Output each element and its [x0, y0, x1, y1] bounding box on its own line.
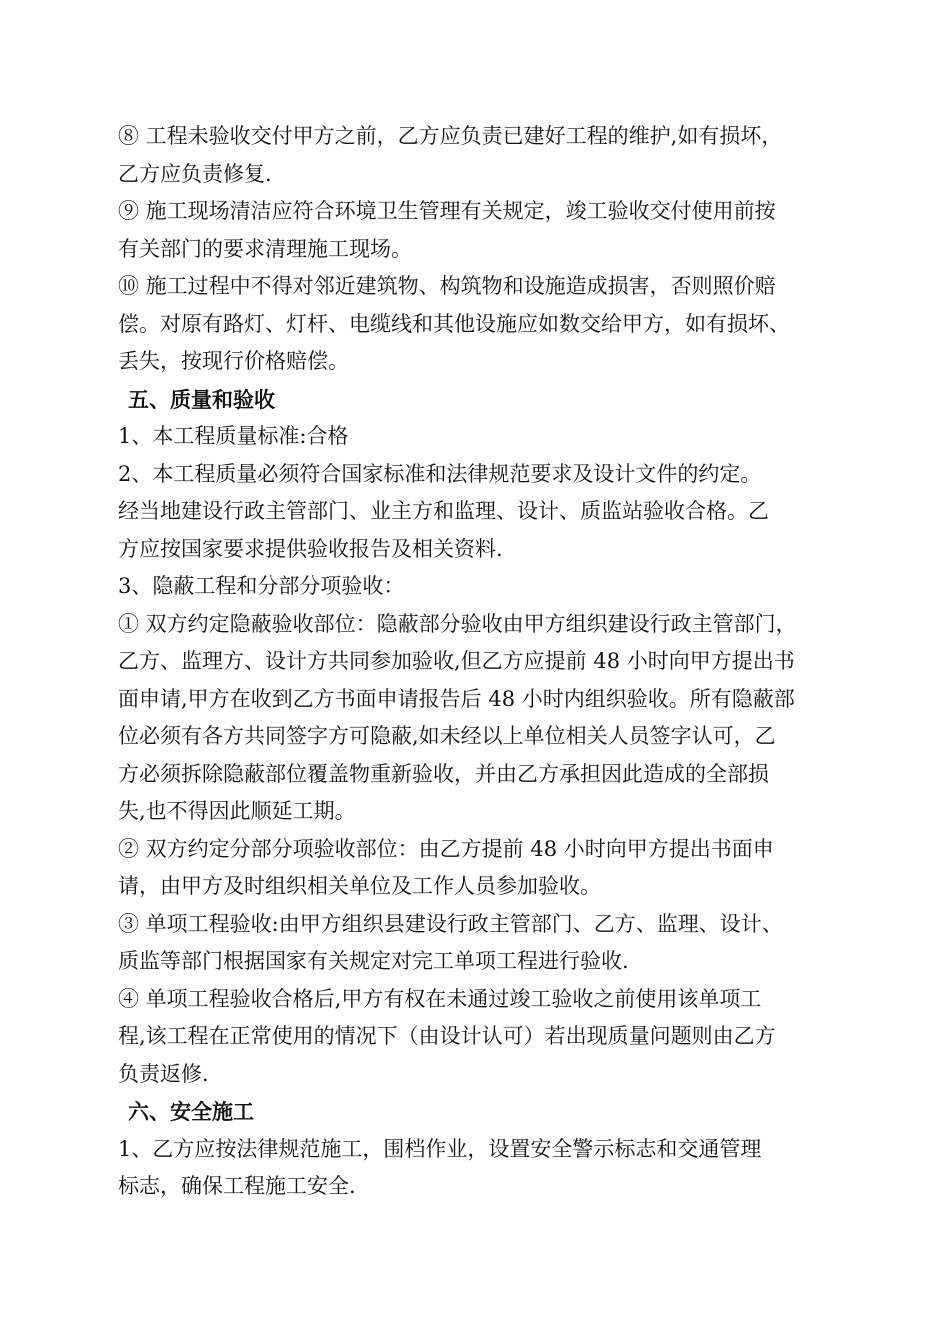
text-line: 质监等部门根据国家有关规定对完工单项工程进行验收. — [118, 949, 629, 973]
text-line: 面申请,甲方在收到乙方书面申请报告后 48 小时内组织验收。所有隐蔽部 — [118, 686, 795, 711]
text-line: 位必须有各方共同签字方可隐蔽,如未经以上单位相关人员签字认可，乙 — [118, 724, 776, 748]
text-line: 乙方应负责修复. — [118, 161, 272, 186]
text-line: 乙方、监理方、设计方共同参加验收,但乙方应提前 48 小时向甲方提出书 — [118, 649, 795, 673]
text-line: 负责返修. — [118, 1061, 209, 1086]
document-page — [118, 118, 838, 1206]
text-line: 1、乙方应按法律规范施工，围档作业，设置安全警示标志和交通管理 — [118, 1136, 762, 1161]
text-line: ④ 单项工程验收合格后,甲方有权在未通过竣工验收之前使用该单项工 — [118, 986, 762, 1011]
text-line: 3、隐蔽工程和分部分项验收： — [118, 574, 405, 598]
text-line: 2、本工程质量必须符合国家标准和法律规范要求及设计文件的约定。 — [118, 461, 762, 486]
text-line: ③ 单项工程验收:由甲方组织县建设行政主管部门、乙方、监理、设计、 — [118, 911, 783, 936]
text-line: 方应按国家要求提供验收报告及相关资料. — [118, 536, 503, 561]
text-line: 有关部门的要求清理施工现场。 — [118, 236, 412, 261]
text-line: 失,也不得因此顺延工期。 — [118, 799, 356, 823]
text-line: ① 双方约定隐蔽验收部位：隐蔽部分验收由甲方组织建设行政主管部门， — [118, 611, 797, 636]
text-line: 经当地建设行政主管部门、业主方和监理、设计、质监站验收合格。乙 — [118, 499, 769, 523]
text-line: 方必须拆除隐蔽部位覆盖物重新验收，并由乙方承担因此造成的全部损 — [118, 761, 769, 786]
section-heading: 五、质量和验收 — [128, 386, 275, 412]
text-line: 丢失，按现行价格赔偿。 — [118, 349, 349, 373]
text-line: ② 双方约定分部分项验收部位：由乙方提前 48 小时向甲方提出书面申 — [118, 836, 774, 861]
text-line: ⑨ 施工现场清洁应符合环境卫生管理有关规定，竣工验收交付使用前按 — [118, 199, 776, 223]
text-line: 程,该工程在正常使用的情况下（由设计认可）若出现质量问题则由乙方 — [118, 1024, 776, 1048]
text-line: 请，由甲方及时组织相关单位及工作人员参加验收。 — [118, 874, 601, 898]
text-line: ⑩ 施工过程中不得对邻近建筑物、构筑物和设施造成损害，否则照价赔 — [118, 274, 776, 298]
text-line: ⑧ 工程未验收交付甲方之前，乙方应负责已建好工程的维护,如有损坏， — [118, 124, 783, 148]
text-line: 偿。对原有路灯、灯杆、电缆线和其他设施应如数交给甲方，如有损坏、 — [118, 311, 790, 336]
text-line: 1、本工程质量标准:合格 — [118, 424, 349, 448]
section-heading: 六、安全施工 — [128, 1099, 254, 1124]
text-line: 标志，确保工程施工安全. — [118, 1174, 356, 1198]
